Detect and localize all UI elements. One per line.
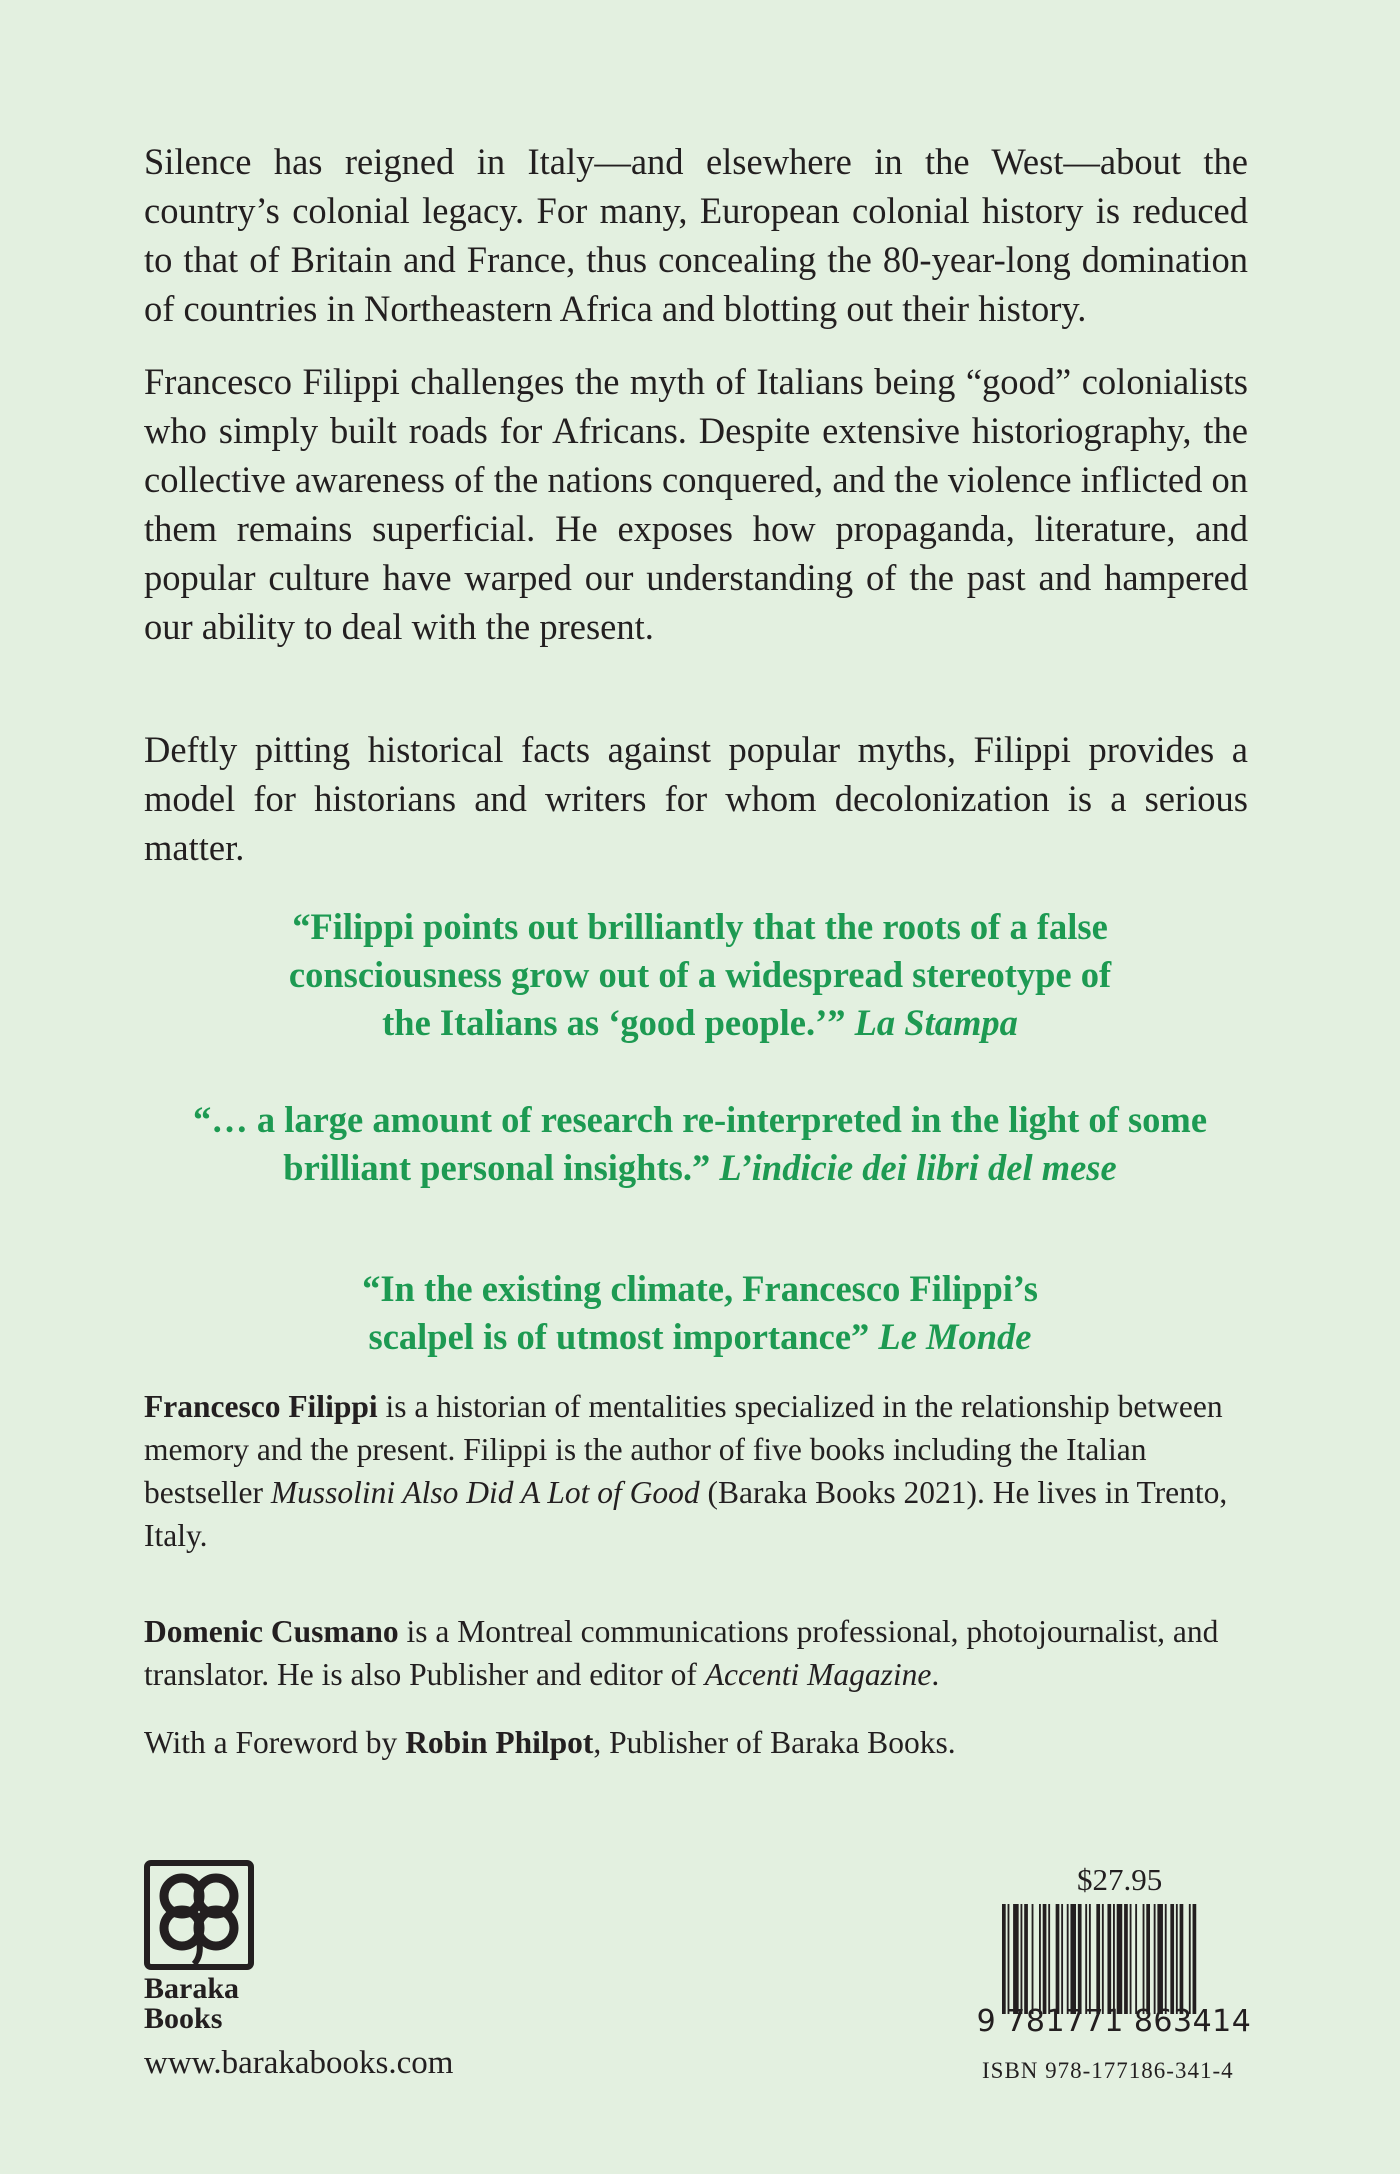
author-bio-text-2: (Baraka Books 2021). He lives in Trento, Italy. bbox=[144, 1475, 1228, 1553]
barcode-icon bbox=[1002, 1904, 1250, 2014]
quote-2-text: “… a large amount of research re-interpreted in the light of some brilliant personal insights.” bbox=[192, 1099, 1208, 1188]
translator-magazine: Accenti Magazine bbox=[704, 1657, 932, 1692]
quote-2-source: L’indicie dei libri del mese bbox=[719, 1147, 1117, 1188]
quote-1-source: La Stampa bbox=[854, 1002, 1018, 1043]
isbn: ISBN 978-177186-341-4 bbox=[982, 2058, 1234, 2083]
description-paragraph-3: Deftly pitting historical facts against popular myths, Filippi provides a model for historians and writers for whom decolonization is a serious matter. bbox=[144, 729, 1248, 868]
foreword-name: Robin Philpot bbox=[405, 1725, 594, 1760]
quote-3-source: Le Monde bbox=[878, 1316, 1032, 1357]
author-bio bbox=[144, 1385, 1254, 1557]
foreword-line bbox=[144, 1721, 1254, 1764]
description-paragraph-2: Francesco Filippi challenges the myth of Italians being “good” colonialists who simply built roads for Africans. Despite extensive historiography, the collective awareness of the nations conquered, and the violence inflicted on them remains superficial. He exposes how propaganda, literature, and popular culture have warped our understanding of the past and hampered our ability to deal with the present. bbox=[144, 361, 1248, 647]
quote-1-text: “Filippi points out brilliantly that the roots of a false consciousness grow out of a widespread stereotype of the Italians as ‘good people.’” bbox=[288, 906, 1112, 1043]
publisher-website[interactable]: www.barakabooks.com bbox=[144, 2045, 454, 2081]
translator-bio-text-2: . bbox=[931, 1657, 940, 1692]
translator-name: Domenic Cusmano bbox=[144, 1614, 399, 1649]
translator-bio-text-1: is a Montreal communications professional, photojournalist, and translator. He is also Publisher and editor of bbox=[144, 1614, 1219, 1692]
author-name: Francesco Filippi bbox=[144, 1389, 378, 1424]
quote-2 bbox=[140, 1096, 1260, 1192]
foreword-prefix: With a Foreword by bbox=[144, 1725, 406, 1760]
author-bio-text-1: is a historian of mentalities specialized in the relationship between memory and the present. Filippi is the author of five books including the Italian bestseller bbox=[144, 1389, 1223, 1510]
quote-1 bbox=[140, 903, 1260, 1047]
quote-3-text: “In the existing climate, Francesco Filippi’s scalpel is of utmost importance” bbox=[362, 1268, 1038, 1357]
author-book-title: Mussolini Also Did A Lot of Good bbox=[270, 1475, 700, 1510]
publisher-logo-text bbox=[144, 1974, 284, 2034]
barcode-digits: 9 781771 863414 bbox=[976, 2004, 1252, 2039]
publisher-logo-line1: Baraka bbox=[144, 1972, 240, 2005]
price: $27.95 bbox=[1077, 1862, 1163, 1897]
foreword-suffix: , Publisher of Baraka Books. bbox=[593, 1725, 956, 1760]
translator-bio bbox=[144, 1610, 1254, 1696]
publisher-logo-line2: Books bbox=[144, 2002, 223, 2035]
clover-icon bbox=[144, 1860, 254, 1970]
quote-3 bbox=[140, 1265, 1260, 1361]
description-paragraph-1: Silence has reigned in Italy—and elsewhere in the West—about the country’s colonial legacy. For many, European colonial history is reduced to that of Britain and France, thus concealing the 80-year-long domination of countries in Northeastern Africa and blotting out their history. bbox=[144, 141, 1248, 329]
